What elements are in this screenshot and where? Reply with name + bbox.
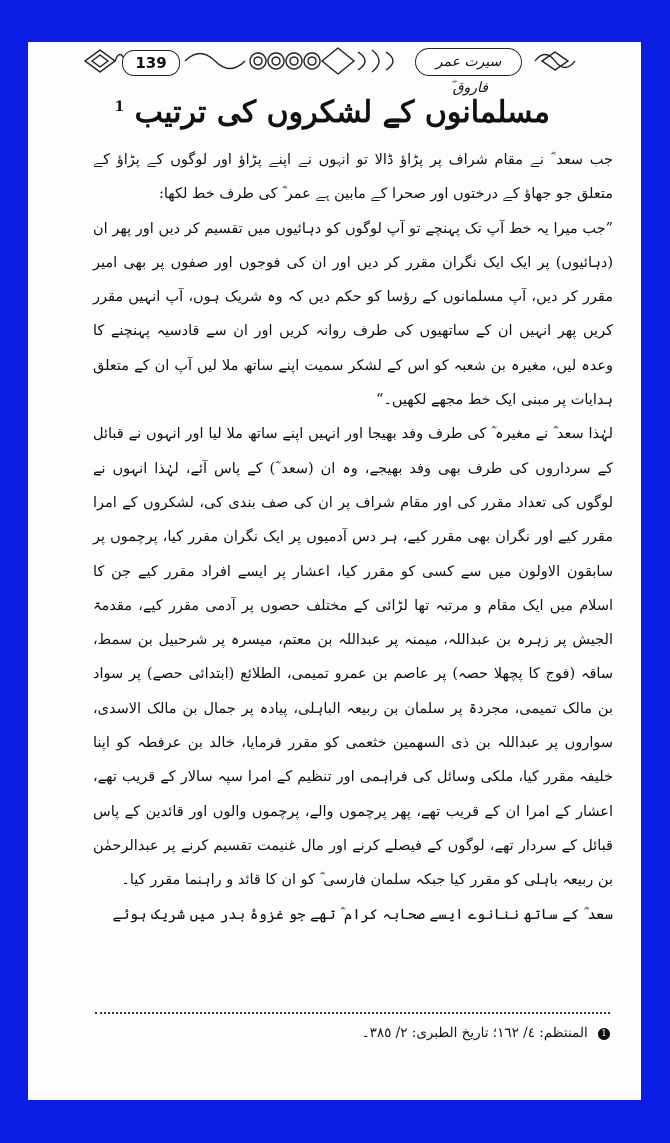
footnote-marker: 1: [598, 1028, 610, 1040]
chapter-heading-text: مسلمانوں کے لشکروں کی ترتیب: [134, 95, 550, 130]
footnote-text: المنتظم: ٤/ ١٦٢؛ تاریخ الطبری: ٢/ ٣٨٥۔: [361, 1025, 588, 1041]
chapter-heading: [114, 95, 550, 130]
footnote-divider: [95, 1012, 610, 1014]
title-footnote-marker: 1: [114, 99, 125, 115]
quoted-letter: ”جب میرا یہ خط آپ تک پہنچے تو آپ لوگوں کو دہائیوں میں تقسیم کر دیں اور پھر ان (دہائیوں) پر ایک ایک نگران مقرر کر دیں اور ان کی فوجوں اور صفوں پر بھی امیر مقرر کر دیں، آپ مسلمانوں کے رؤسا کو حکم دیں کہ وہ شریک ہوں، آپ انہیں مقرر کریں پھر انہیں ان کے ساتھیوں کی طرف روانہ کریں اور ان سے قادسیہ پہنچنے کا وعدہ لیں، مغیرہ بن شعبہ کو اس کے لشکر سمیت اپنے ساتھ ملا لیں آپ ان کے متعلق ہدایات پر مبنی ایک خط مجھے لکھیں۔“: [93, 220, 613, 409]
footnote: [330, 1025, 610, 1041]
body-text: [93, 143, 613, 932]
paragraph: لہٰذا سعد ؓ نے مغیرہ ؓ کی طرف وفد بھیجا اور انہیں اپنے ساتھ ملا لیا اور انہوں نے قبائل کے سرداروں کی طرف بھی وفد بھیجے، وہ ان (سعد ؓ) کے پاس آئے، لہٰذا انہوں نے لوگوں کی تعداد مقرر کی اور مقام شراف پر ان کی صف بندی کی، لشکروں کے امرا مقرر کیے اور نگران بھی مقرر کیے، ہر دس آدمیوں پر ایک نگران مقرر کیا، پرچموں پر سابقون الاولون میں سے کسی کو مقرر کیا، اعشار پر ایسے افراد مقرر کیے جن کا اسلام میں ایک مقام و مرتبہ تھا لڑائی کے مختلف حصوں پر آدمی مقرر کیے، مقدمۃ الجیش پر زہرہ بن عبداللہ، میمنہ پر عبداللہ بن معتم، میسرہ پر شرحبیل بن سمط، ساقہ (فوج کا پچھلا حصہ) پر عاصم بن عمرو تمیمی، الطلائع (ابتدائی حصے) پر سواد بن مالک تمیمی، مجردۃ پر سلمان بن ربیعہ الباہلی، پیادہ پر جمال بن مالک الاسدی، سواروں پر عبداللہ بن ذی السھمین خثعمی کو مقرر فرمایا، خالد بن عرفطہ کو اپنا خلیفہ مقرر کیا، ملکی وسائل کی فراہمی اور تنظیم کے امرا سپہ سالار کے قریب تھے، اعشار کے امرا ان کے قریب تھے، پھر پرچموں والے، پرچموں والوں اور قائدین کے پاس قبائل کے سردار تھے، لوگوں کے فیصلے کرنے اور مال غنیمت تقسیم کرنے پر عبدالرحمٰن بن ربیعہ باہلی کو مقرر کیا جبکہ سلمان فارسی ؓ کو ان کا قائد و راہنما مقرر کیا۔: [93, 426, 613, 889]
paragraph: سعد ؓ کے ساتھ ننانوے ایسے صحابہ کرام ؓ تھے جو غزوۂ بدر میں شریک ہوئے: [112, 906, 613, 923]
running-title: سیرت عمر فاروق ؓ: [415, 48, 522, 76]
paragraph: جب سعد ؓ نے مقام شراف پر پڑاؤ ڈالا تو انہوں نے اپنے پڑاؤ اور لوگوں کے پڑاؤ کے متعلق جو جھاؤ کے درختوں اور صحرا کے مابین ہے عمر ؓ کی طرف خط لکھا:: [93, 152, 613, 203]
page-number: 139: [122, 50, 180, 76]
